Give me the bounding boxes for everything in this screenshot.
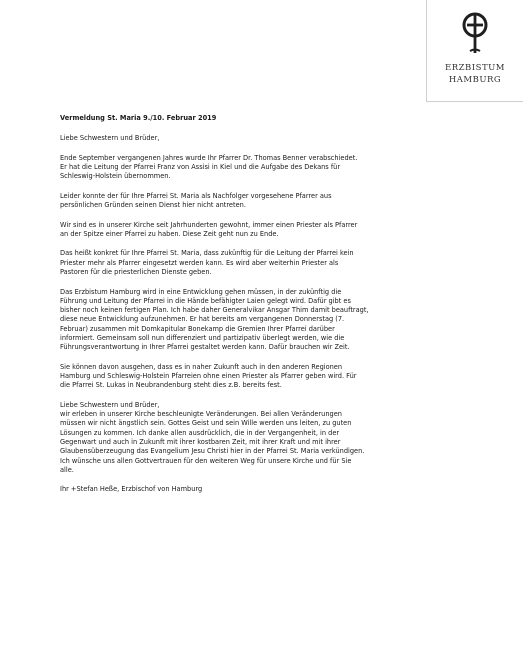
letter-paragraph <box>60 363 474 391</box>
archdiocese-logo <box>426 0 523 102</box>
paragraph-line: Ich wünsche uns allen Gottvertrauen für den weiteren Weg für unsere Kirche und für Sie <box>60 456 352 465</box>
paragraph-line: Hamburg und Schleswig-Holstein Pfarreien ohne einen Priester als Pfarrer geben wird. Für <box>60 372 357 381</box>
paragraph-line: Gegenwart und auch in Zukunft mit ihrer kostbaren Zeit, mit ihrer Kraft und mit ihrer <box>60 438 341 447</box>
paragraph-line: Pastoren für die priesterlichen Dienste geben. <box>60 268 212 277</box>
letter-salutation: Liebe Schwestern und Brüder, <box>60 134 160 143</box>
paragraph-line: Das Erzbistum Hamburg wird in eine Entwicklung gehen müssen, in der zukünftig die <box>60 287 342 296</box>
letter-signature: Ihr +Stefan Heße, Erzbischof von Hamburg <box>60 485 203 494</box>
paragraph-line: Februar) zusammen mit Domkapitular Bonekamp die Gremien Ihrer Pfarrei darüber <box>60 324 335 333</box>
paragraph-line: persönlichen Gründen seinen Dienst hier nicht antreten. <box>60 201 246 210</box>
logo-text-line2: HAMBURG <box>448 75 502 85</box>
paragraph-line: Schleswig-Holstein übernommen. <box>60 172 171 181</box>
paragraph-line: Priester mehr als Pfarrer eingesetzt werden kann. Es wird aber weiterhin Priester als <box>60 258 339 267</box>
paragraph-line: Ende September vergangenen Jahres wurde Ihr Pfarrer Dr. Thomas Benner verabschiedet. <box>60 153 358 162</box>
paragraph-line: die Pfarrei St. Lukas in Neubrandenburg steht dies z.B. bereits fest. <box>60 381 282 390</box>
paragraph-line: Liebe Schwestern und Brüder, <box>60 400 160 409</box>
letter-paragraph <box>60 221 474 240</box>
paragraph-line: wir erleben in unserer Kirche beschleunigte Veränderungen. Bei allen Veränderungen <box>60 410 342 419</box>
paragraph-line: Das heißt konkret für Ihre Pfarrei St. Maria, dass zukünftig für die Leitung der Pfarrei kein <box>60 249 354 258</box>
paragraph-line: informiert. Gemeinsam soll nun differenziert und partizipativ überlegt werden, wie die <box>60 333 345 342</box>
paragraph-line: alle. <box>60 465 74 474</box>
letter-paragraph <box>60 249 474 277</box>
paragraph-line: Wir sind es in unserer Kirche seit Jahrhunderten gewohnt, immer einen Priester als Pfarrer <box>60 220 358 229</box>
letter-body <box>60 114 474 505</box>
letter-paragraph <box>60 401 474 475</box>
paragraph-line: Leider konnte der für Ihre Pfarrei St. Maria als Nachfolger vorgesehene Pfarrer aus <box>60 191 332 200</box>
letter-paragraph <box>60 154 474 182</box>
logo-text-line1: ERZBISTUM <box>445 63 505 73</box>
paragraph-line: Glaubensüberzeugung das Evangelium Jesu Christi hier in der Pfarrei St. Maria verkündigen. <box>60 447 365 456</box>
paragraph-line: müssen wir nicht ängstlich sein. Gottes Geist und sein Wille werden uns leiten, zu guten <box>60 419 352 428</box>
paragraph-line: Lösungen zu kommen. Ich danke allen ausdrücklich, die in der Vergangenheit, in der <box>60 428 340 437</box>
paragraph-line: an der Spitze einer Pfarrei zu haben. Diese Zeit geht nun zu Ende. <box>60 229 279 238</box>
letter-paragraph <box>60 192 474 211</box>
paragraph-line: bisher noch keinen fertigen Plan. Ich habe daher Generalvikar Ansgar Thim damit beauftragt, <box>60 306 369 315</box>
paragraph-line: diese neue Entwicklung aufzunehmen. Er hat bereits am vergangenen Donnerstag (7. <box>60 315 345 324</box>
paragraph-line: Führung und Leitung der Pfarrei in die Hände befähigter Laien gelegt wird. Dafür gibt es <box>60 296 351 305</box>
paragraph-line: Er hat die Leitung der Pfarrei Franz von Assisi in Kiel und die Aufgabe des Dekans für <box>60 163 341 172</box>
letter-heading: Vermeldung St. Maria 9./10. Februar 2019 <box>60 114 217 122</box>
archdiocese-cross-emblem-icon <box>460 11 490 55</box>
paragraph-line: Sie können davon ausgehen, dass es in naher Zukunft auch in den anderen Regionen <box>60 362 343 371</box>
letter-paragraph <box>60 288 474 353</box>
paragraph-line: Führungsverantwortung in Ihrer Pfarrei gestaltet werden kann. Dafür brauchen wir Zeit. <box>60 343 350 352</box>
